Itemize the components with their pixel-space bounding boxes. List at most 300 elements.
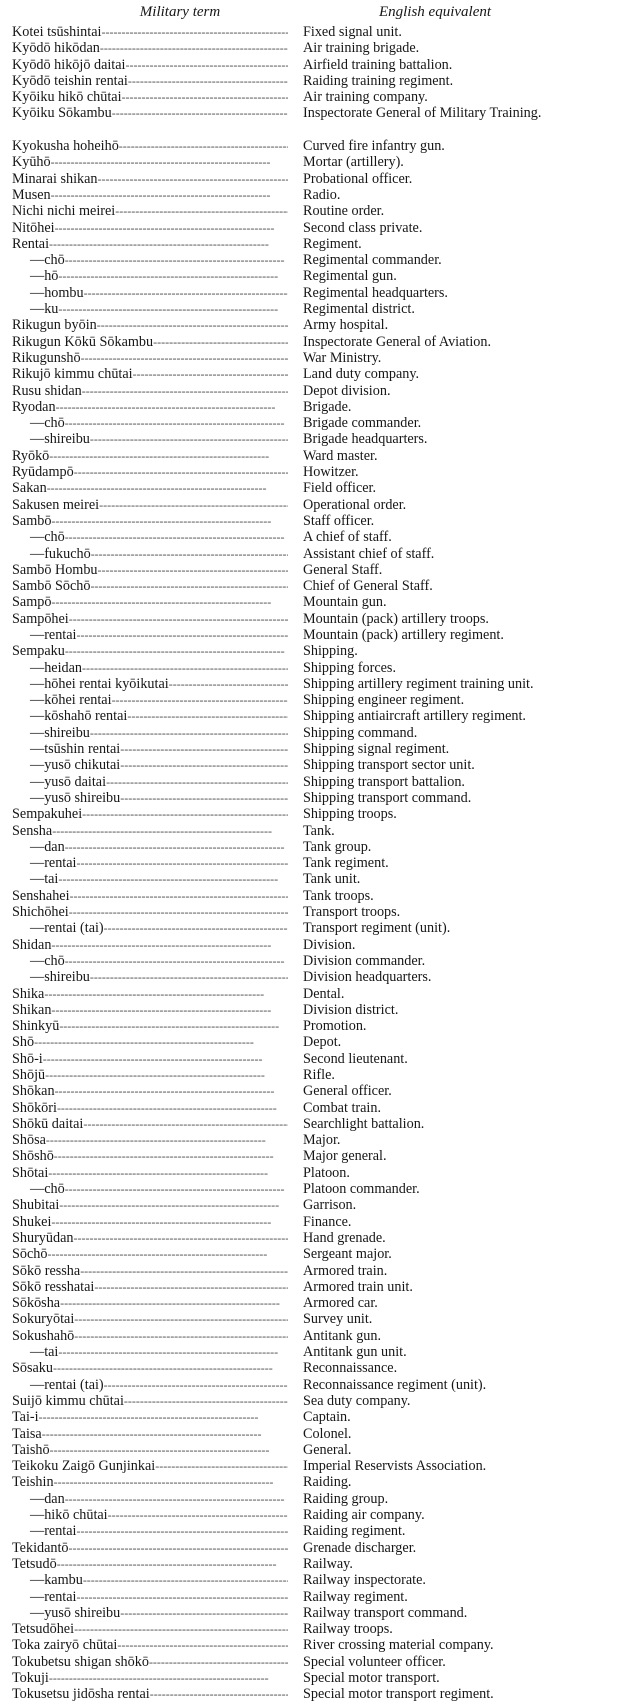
term-cell [12, 1100, 288, 1116]
term-cell [12, 1132, 288, 1148]
military-term: —rentai [30, 1588, 77, 1605]
dot-leader [65, 1181, 288, 1197]
glossary-row [0, 301, 640, 317]
dot-leader [65, 839, 288, 855]
dot-leader [81, 350, 288, 366]
dot-leader [51, 1002, 288, 1018]
dot-leader [52, 823, 288, 839]
dot-leader [65, 415, 288, 431]
glossary-row [0, 1181, 640, 1197]
dot-leader [120, 790, 288, 806]
dot-leader [54, 1148, 288, 1164]
military-term: —rentai (tai) [30, 920, 104, 937]
military-term: —yusō shireibu [30, 789, 121, 806]
military-term: —chō [30, 415, 65, 432]
glossary-row [0, 1523, 640, 1539]
term-cell [12, 692, 288, 708]
dot-leader [108, 1507, 288, 1523]
dot-leader [124, 1393, 288, 1409]
term-cell [12, 138, 288, 154]
military-term: Taisa [12, 1425, 42, 1442]
english-equivalent: Second class private. [303, 219, 423, 236]
english-equivalent: Dental. [303, 985, 345, 1002]
term-cell [12, 57, 288, 73]
dot-leader [83, 1572, 288, 1588]
english-equivalent: Inspectorate General of Military Training. [303, 105, 542, 122]
english-equivalent: Survey unit. [303, 1311, 373, 1328]
military-term: Sokuryōtai [12, 1311, 75, 1328]
english-equivalent: Searchlight battalion. [303, 1115, 425, 1132]
english-equivalent: Army hospital. [303, 317, 389, 334]
glossary-row [0, 1246, 640, 1262]
glossary-row [0, 790, 640, 806]
english-equivalent: Regimental gun. [303, 268, 397, 285]
english-equivalent: Mountain gun. [303, 594, 387, 611]
english-equivalent: Special volunteer officer. [303, 1653, 446, 1670]
term-cell [12, 1051, 288, 1067]
dot-leader [53, 1360, 288, 1376]
dot-leader [60, 1295, 288, 1311]
english-equivalent: Shipping signal regiment. [303, 741, 450, 758]
term-cell [12, 1572, 288, 1588]
english-equivalent: Routine order. [303, 203, 385, 220]
dot-leader [90, 725, 288, 741]
term-cell [12, 1328, 288, 1344]
english-equivalent: Promotion. [303, 1018, 367, 1035]
english-equivalent: Regimental district. [303, 301, 415, 318]
english-equivalent: Tank regiment. [303, 855, 389, 872]
glossary-row [0, 431, 640, 447]
english-equivalent: Reconnaissance. [303, 1360, 398, 1377]
military-term: Shōkū daitai [12, 1115, 84, 1132]
military-term: —rentai [30, 626, 77, 643]
military-term: Teishin [12, 1474, 54, 1491]
military-term: —shireibu [30, 969, 90, 986]
glossary-row [0, 1344, 640, 1360]
english-equivalent: Transport regiment (unit). [303, 920, 451, 937]
glossary-row [0, 1230, 640, 1246]
dot-leader [84, 285, 288, 301]
glossary-row [0, 383, 640, 399]
glossary-row [0, 24, 640, 40]
glossary-row [0, 1491, 640, 1507]
glossary-row [0, 676, 640, 692]
glossary-row [0, 187, 640, 203]
dot-leader [106, 774, 288, 790]
term-cell [12, 154, 288, 170]
term-cell [12, 1654, 288, 1670]
glossary-row [0, 594, 640, 610]
military-term: Tokuji [12, 1669, 49, 1686]
dot-leader [117, 1637, 288, 1653]
term-cell [12, 431, 288, 447]
term-cell [12, 1523, 288, 1539]
english-equivalent: Shipping transport command. [303, 789, 472, 806]
military-term: Shikan [12, 1001, 52, 1018]
dot-leader [115, 203, 288, 219]
glossary-row [0, 562, 640, 578]
dot-leader [153, 334, 288, 350]
dot-leader [122, 89, 288, 105]
dot-leader [120, 757, 288, 773]
term-cell [12, 268, 288, 284]
dot-leader [54, 1474, 288, 1490]
term-cell [12, 986, 288, 1002]
glossary-row [0, 1670, 640, 1686]
glossary-row [0, 1263, 640, 1279]
military-term: —rentai (tai) [30, 1376, 104, 1393]
glossary-row [0, 252, 640, 268]
military-term: Shichōhei [12, 904, 69, 921]
military-term: Sensha [12, 822, 53, 839]
english-equivalent: Inspectorate General of Aviation. [303, 333, 492, 350]
dot-leader [76, 1523, 288, 1539]
english-equivalent: Railway transport command. [303, 1604, 468, 1621]
dot-leader [58, 1344, 288, 1360]
term-cell [12, 1034, 288, 1050]
english-equivalent: Chief of General Staff. [303, 578, 433, 595]
glossary-row [0, 285, 640, 301]
dot-leader [58, 871, 288, 887]
dot-leader [83, 1116, 288, 1132]
military-term: Shō [12, 1034, 35, 1051]
dot-leader [126, 57, 289, 73]
military-term: —kambu [30, 1572, 83, 1589]
term-cell [12, 1018, 288, 1034]
term-cell [12, 855, 288, 871]
english-equivalent: Railway regiment. [303, 1588, 408, 1605]
military-term: Ryūdampō [12, 464, 74, 481]
dot-leader [51, 187, 288, 203]
glossary-row [0, 1572, 640, 1588]
glossary-row [0, 1442, 640, 1458]
english-equivalent: Grenade discharger. [303, 1539, 417, 1556]
glossary-row [0, 806, 640, 822]
english-equivalent: Sea duty company. [303, 1392, 411, 1409]
english-equivalent: Antitank gun unit. [303, 1344, 407, 1361]
term-cell [12, 594, 288, 610]
term-cell [12, 366, 288, 382]
term-cell [12, 546, 288, 562]
military-term: Nichi nichi meirei [12, 203, 116, 220]
military-term: Tetsudō [12, 1555, 57, 1572]
dot-leader [49, 236, 288, 252]
military-term: Sōkō resshatai [12, 1278, 95, 1295]
english-equivalent: Tank. [303, 822, 335, 839]
glossary-row [0, 1589, 640, 1605]
term-cell [12, 1442, 288, 1458]
dot-leader [55, 1083, 288, 1099]
english-equivalent: Armored car. [303, 1295, 378, 1312]
english-equivalent: Operational order. [303, 496, 407, 513]
term-cell [12, 1589, 288, 1605]
glossary-row [0, 497, 640, 513]
glossary-row [0, 448, 640, 464]
dot-leader [42, 1426, 288, 1442]
english-equivalent: Hand grenade. [303, 1229, 386, 1246]
english-equivalent: Raiding group. [303, 1490, 389, 1507]
military-term: —rentai [30, 1523, 77, 1540]
term-cell [12, 1377, 288, 1393]
glossary-row [0, 138, 640, 154]
dot-leader [49, 1670, 288, 1686]
term-cell [12, 285, 288, 301]
english-equivalent: River crossing material company. [303, 1637, 494, 1654]
dot-leader [39, 1409, 288, 1425]
term-cell [12, 1230, 288, 1246]
glossary-row [0, 268, 640, 284]
glossary-row [0, 73, 640, 89]
term-cell [12, 1507, 288, 1523]
military-term: Rentai [12, 235, 50, 252]
term-cell [12, 1426, 288, 1442]
military-term: Shōsa [12, 1132, 46, 1149]
term-cell [12, 1116, 288, 1132]
term-cell [12, 1393, 288, 1409]
dot-leader [65, 1491, 288, 1507]
military-term: —chō [30, 252, 65, 269]
term-cell [12, 1279, 288, 1295]
english-equivalent: Tank troops. [303, 887, 374, 904]
glossary-row [0, 1100, 640, 1116]
english-equivalent: Antitank gun. [303, 1327, 382, 1344]
english-equivalent: Railway. [303, 1555, 353, 1572]
glossary-row [0, 611, 640, 627]
glossary-row [0, 40, 640, 56]
glossary-row [0, 1328, 640, 1344]
english-equivalent: Howitzer. [303, 464, 359, 481]
glossary-row [0, 1621, 640, 1637]
military-term: Taishō [12, 1441, 50, 1458]
term-cell [12, 1214, 288, 1230]
dot-leader [104, 1377, 288, 1393]
english-equivalent: Special motor transport regiment. [303, 1686, 494, 1703]
military-term: Tokusetsu jidōsha rentai [12, 1686, 150, 1703]
dot-leader [82, 383, 288, 399]
english-equivalent: Raiding training regiment. [303, 72, 454, 89]
english-equivalent: Mountain (pack) artillery troops. [303, 610, 489, 627]
glossary-row [0, 1556, 640, 1572]
dot-leader [59, 1018, 288, 1034]
dot-leader [90, 578, 288, 594]
glossary-row [0, 823, 640, 839]
term-cell [12, 660, 288, 676]
dot-leader [57, 1556, 288, 1572]
dot-leader [120, 741, 288, 757]
military-term: Shōshō [12, 1148, 54, 1165]
column-header-english: English equivalent [378, 4, 492, 20]
term-cell [12, 317, 288, 333]
military-term: —dan [30, 1490, 65, 1507]
dot-leader [50, 1442, 288, 1458]
military-term: Rikugun Kōkū Sōkambu [12, 333, 154, 350]
glossary-row [0, 154, 640, 170]
english-equivalent: Brigade commander. [303, 415, 422, 432]
dot-leader [104, 920, 288, 936]
military-term: Sambō [12, 512, 52, 529]
military-term: Minarai shikan [12, 170, 98, 187]
english-equivalent: Transport troops. [303, 904, 401, 921]
glossary-row [0, 1360, 640, 1376]
glossary-row [0, 920, 640, 936]
dot-leader [155, 1458, 288, 1474]
dot-leader [65, 252, 288, 268]
dot-leader [70, 888, 288, 904]
glossary-row [0, 1637, 640, 1653]
english-equivalent: Shipping artillery regiment training unit. [303, 675, 534, 692]
glossary-row [0, 1279, 640, 1295]
english-equivalent: Probational officer. [303, 170, 413, 187]
military-term: —yusō daitai [30, 773, 107, 790]
military-term: Sambō Sōchō [12, 578, 91, 595]
term-cell [12, 171, 288, 187]
dot-leader [43, 1051, 288, 1067]
glossary-row [0, 464, 640, 480]
term-cell [12, 1002, 288, 1018]
dot-leader [150, 1686, 288, 1702]
glossary-row [0, 1311, 640, 1327]
dot-leader [69, 611, 288, 627]
military-term: Shidan [12, 936, 52, 953]
english-equivalent: Brigade. [303, 398, 352, 415]
english-equivalent: Captain. [303, 1409, 351, 1426]
dot-leader [76, 1589, 288, 1605]
military-term: Shō-i [12, 1050, 43, 1067]
glossary-row [0, 366, 640, 382]
military-term: Teikoku Zaigō Gunjinkai [12, 1458, 156, 1475]
glossary-row [0, 1377, 640, 1393]
glossary-row [0, 1067, 640, 1083]
english-equivalent: General Staff. [303, 561, 383, 578]
english-equivalent: Shipping troops. [303, 806, 397, 823]
english-equivalent: Regimental commander. [303, 252, 442, 269]
military-term: Musen [12, 186, 51, 203]
english-equivalent: Division headquarters. [303, 969, 432, 986]
glossary-row [0, 1034, 640, 1050]
glossary-row [0, 203, 640, 219]
military-term: Shika [12, 985, 45, 1002]
military-term: Tokubetsu shigan shōkō [12, 1653, 149, 1670]
english-equivalent: Imperial Reservists Association. [303, 1458, 487, 1475]
term-cell [12, 806, 288, 822]
military-term: Rikugun byōin [12, 317, 97, 334]
english-equivalent: Tank group. [303, 838, 372, 855]
military-term: —ku [30, 301, 59, 318]
term-cell [12, 953, 288, 969]
english-equivalent: A chief of staff. [303, 529, 392, 546]
glossary-row [0, 317, 640, 333]
glossary-row [0, 89, 640, 105]
dot-leader [149, 1654, 288, 1670]
dot-leader [82, 660, 288, 676]
dot-leader [99, 497, 288, 513]
glossary-row [0, 725, 640, 741]
dot-leader [112, 105, 288, 121]
english-equivalent: Raiding. [303, 1474, 352, 1491]
english-equivalent: Major general. [303, 1148, 387, 1165]
term-cell [12, 497, 288, 513]
glossary-row [0, 1409, 640, 1425]
term-cell [12, 1181, 288, 1197]
military-term: Nitōhei [12, 219, 55, 236]
military-term: Sakusen meirei [12, 496, 100, 513]
english-equivalent: General. [303, 1441, 352, 1458]
military-term: Ryōkō [12, 447, 50, 464]
glossary-row [0, 546, 640, 562]
english-equivalent: Raiding regiment. [303, 1523, 406, 1540]
dot-leader [51, 1214, 288, 1230]
military-term: —tai [30, 871, 59, 888]
term-cell [12, 334, 288, 350]
glossary-row [0, 774, 640, 790]
glossary-row [0, 1393, 640, 1409]
term-cell [12, 725, 288, 741]
dot-leader [128, 73, 288, 89]
glossary-row [0, 643, 640, 659]
dot-leader [46, 1132, 288, 1148]
glossary-row [0, 839, 640, 855]
term-cell [12, 1165, 288, 1181]
term-cell [12, 105, 288, 138]
english-equivalent: Platoon. [303, 1164, 350, 1181]
military-term: Sakan [12, 480, 47, 497]
military-term: Shukei [12, 1213, 52, 1230]
glossary-row [0, 627, 640, 643]
glossary-row [0, 415, 640, 431]
english-equivalent: Regiment. [303, 235, 362, 252]
military-term: Kyōiku hikō chūtai [12, 89, 122, 106]
dot-leader [94, 1279, 288, 1295]
term-cell [12, 611, 288, 627]
english-equivalent: Mountain (pack) artillery regiment. [303, 626, 504, 643]
glossary-row [0, 480, 640, 496]
dot-leader [98, 562, 288, 578]
english-equivalent: Staff officer. [303, 512, 375, 529]
military-term: Toka zairyō chūtai [12, 1637, 118, 1654]
english-equivalent: Fixed signal unit. [303, 24, 402, 40]
term-cell [12, 1311, 288, 1327]
dot-leader [59, 1197, 288, 1213]
term-cell [12, 448, 288, 464]
dot-leader [58, 301, 288, 317]
dot-leader [34, 1034, 288, 1050]
column-header-term: Military term [139, 4, 221, 20]
military-term: Shōkōri [12, 1099, 57, 1116]
glossary-row [0, 757, 640, 773]
military-term: Sampō [12, 594, 52, 611]
glossary-row [0, 937, 640, 953]
military-term: Shubitai [12, 1197, 60, 1214]
military-term: —fukuchō [30, 545, 91, 562]
military-term: —heidan [30, 659, 83, 676]
military-term: —kōshahō rentai [30, 708, 128, 725]
term-cell [12, 1148, 288, 1164]
glossary-row [0, 1132, 640, 1148]
military-term: —shireibu [30, 724, 90, 741]
military-term: —rentai [30, 855, 77, 872]
dot-leader [112, 692, 288, 708]
term-cell [12, 774, 288, 790]
term-cell [12, 676, 288, 692]
term-cell [12, 969, 288, 985]
glossary-row [0, 334, 640, 350]
glossary-row [0, 1295, 640, 1311]
term-cell [12, 708, 288, 724]
glossary-row [0, 1051, 640, 1067]
glossary-row [0, 236, 640, 252]
military-term: Shuryūdan [12, 1229, 74, 1246]
military-term: Sōkō ressha [12, 1262, 81, 1279]
